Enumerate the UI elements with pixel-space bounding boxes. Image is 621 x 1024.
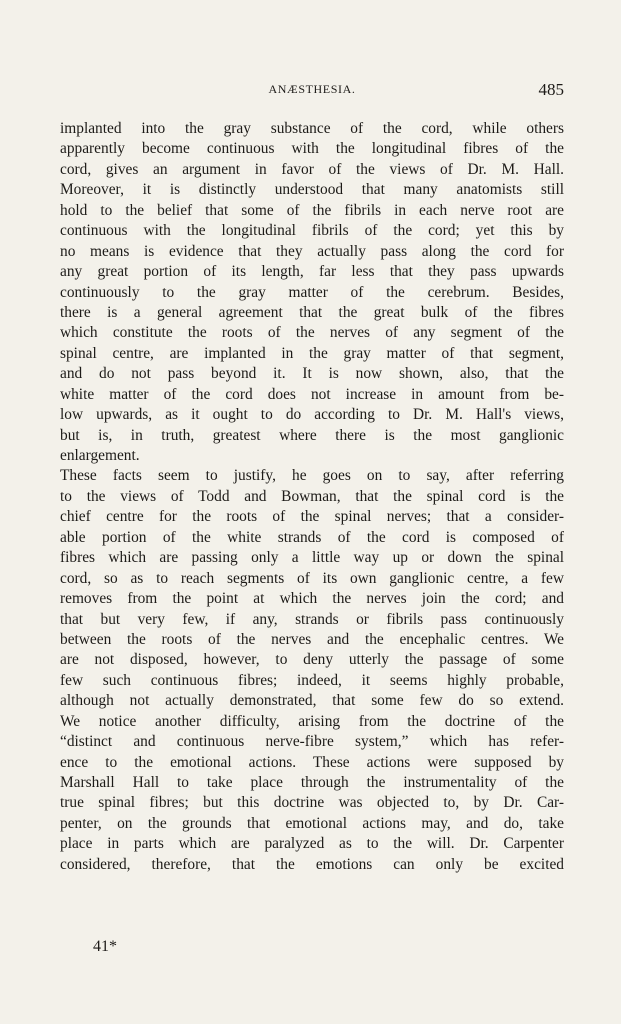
text-line: which constitute the roots of the nerves of any segment of the [60, 324, 564, 342]
text-line: and do not pass beyond it. It is now shown, also, that the [60, 365, 564, 383]
text-line: spinal centre, are implanted in the gray matter of that segment, [60, 344, 564, 362]
text-line: implanted into the gray substance of the cord, while others [60, 120, 564, 137]
running-head [60, 80, 564, 100]
text-line: few such continuous fibres; indeed, it seems highly probable, [60, 671, 564, 689]
text-line: “distinct and continuous nerve-fibre system,” which has refer- [60, 733, 564, 751]
running-title: ANÆSTHESIA. [268, 82, 356, 96]
text-line: apparently become continuous with the longitudinal fibres of the [60, 140, 564, 158]
text-line: cord, so as to reach segments of its own ganglionic centre, a few [60, 569, 564, 587]
text-line: no means is evidence that they actually pass along the cord for [60, 242, 564, 260]
text-line: there is a general agreement that the great bulk of the fibres [60, 303, 564, 321]
text-line: continuously to the gray matter of the cerebrum. Besides, [60, 283, 564, 301]
text-line: ence to the emotional actions. These actions were supposed by [60, 753, 564, 771]
text-line: We notice another difficulty, arising from the doctrine of the [60, 712, 564, 730]
text-line: that but very few, if any, strands or fibrils pass continuously [60, 610, 564, 628]
text-line: considered, therefore, that the emotions can only be excited [60, 855, 564, 873]
text-line: chief centre for the roots of the spinal nerves; that a consider- [60, 508, 564, 526]
text-line: These facts seem to justify, he goes on to say, after referring [60, 467, 564, 485]
text-line: Moreover, it is distinctly understood that many anatomists still [60, 181, 564, 199]
page-number: 485 [538, 80, 564, 99]
text-line: but is, in truth, greatest where there is the most ganglionic [60, 426, 564, 444]
signature-mark: 41* [93, 938, 117, 955]
text-line: between the roots of the nerves and the encephalic centres. We [60, 630, 564, 648]
text-line: penter, on the grounds that emotional actions may, and do, take [60, 814, 564, 832]
text-line: removes from the point at which the nerves join the cord; and [60, 590, 564, 608]
text-line: place in parts which are paralyzed as to the will. Dr. Carpenter [60, 835, 564, 853]
text-line: fibres which are passing only a little way up or down the spinal [60, 549, 564, 567]
text-line: cord, gives an argument in favor of the views of Dr. M. Hall. [60, 160, 564, 178]
text-line: enlargement. [60, 447, 140, 464]
text-line: are not disposed, however, to deny utterly the passage of some [60, 651, 564, 669]
text-line: hold to the belief that some of the fibrils in each nerve root are [60, 201, 564, 219]
text-line: although not actually demonstrated, that some few do so extend. [60, 692, 564, 710]
body-text [60, 119, 564, 875]
text-line: continuous with the longitudinal fibrils of the cord; yet this by [60, 222, 564, 240]
text-line: to the views of Todd and Bowman, that the spinal cord is the [60, 487, 564, 505]
text-line: true spinal fibres; but this doctrine was objected to, by Dr. Car- [60, 794, 564, 812]
text-line: white matter of the cord does not increase in amount from be- [60, 385, 564, 403]
text-line: Marshall Hall to take place through the instrumentality of the [60, 774, 564, 791]
text-line: any great portion of its length, far less that they pass upwards [60, 263, 564, 281]
text-line: able portion of the white strands of the cord is composed of [60, 528, 564, 546]
text-line: low upwards, as it ought to do according to Dr. M. Hall's views, [60, 406, 564, 424]
